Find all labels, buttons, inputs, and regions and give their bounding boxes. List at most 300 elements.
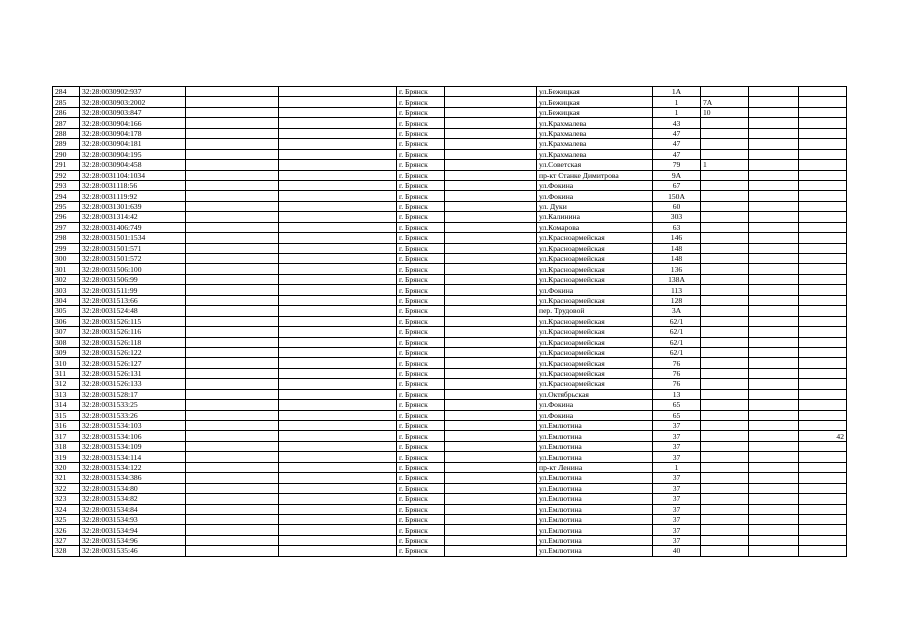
apartment-cell [799,87,847,97]
city-cell: г. Брянск [397,180,445,190]
empty-cell [186,483,279,493]
apartment-cell [799,347,847,357]
table-row [53,504,847,514]
empty-cell [279,347,397,357]
empty-cell [749,201,799,211]
apartment-cell [799,379,847,389]
table-row [53,462,847,472]
house-number-cell: 62/1 [653,347,701,357]
empty-cell [279,389,397,399]
house-number-cell: 65 [653,410,701,420]
empty-cell [445,264,537,274]
empty-cell [279,546,397,556]
city-cell: г. Брянск [397,254,445,264]
empty-cell [445,306,537,316]
table-row [53,212,847,222]
table-row [53,368,847,378]
cadastral-number-cell: 32:28:0031534:122 [80,462,186,472]
building-cell [701,170,749,180]
street-cell: ул.Красноармейская [537,316,653,326]
house-number-cell: 37 [653,431,701,441]
table-row [53,107,847,117]
building-cell [701,212,749,222]
table-row [53,316,847,326]
document-page [52,86,847,557]
row-number-cell: 322 [53,483,80,493]
table-row [53,452,847,462]
row-number-cell: 315 [53,410,80,420]
street-cell: ул.Калинина [537,212,653,222]
cadastral-number-cell: 32:28:0031534:93 [80,514,186,524]
house-number-cell: 65 [653,400,701,410]
house-number-cell: 13 [653,389,701,399]
empty-cell [445,274,537,284]
empty-cell [749,170,799,180]
street-cell: ул.Крахмалева [537,118,653,128]
empty-cell [749,358,799,368]
city-cell: г. Брянск [397,535,445,545]
cadastral-number-cell: 32:28:0031406:749 [80,222,186,232]
empty-cell [749,337,799,347]
cadastral-number-cell: 32:28:0031314:42 [80,212,186,222]
table-row [53,431,847,441]
street-cell: ул.Крахмалева [537,128,653,138]
street-cell: ул.Емлютина [537,473,653,483]
building-cell [701,306,749,316]
building-cell [701,285,749,295]
row-number-cell: 297 [53,222,80,232]
street-cell: ул.Емлютина [537,525,653,535]
cadastral-number-cell: 32:28:0030903:847 [80,107,186,117]
empty-cell [749,316,799,326]
apartment-cell [799,97,847,107]
city-cell: г. Брянск [397,494,445,504]
house-number-cell: 37 [653,514,701,524]
empty-cell [279,379,397,389]
row-number-cell: 301 [53,264,80,274]
empty-cell [186,327,279,337]
street-cell: ул.Крахмалева [537,139,653,149]
cadastral-number-cell: 32:28:0031526:115 [80,316,186,326]
empty-cell [279,201,397,211]
table-row [53,400,847,410]
empty-cell [445,452,537,462]
city-cell: г. Брянск [397,306,445,316]
house-number-cell: 37 [653,494,701,504]
empty-cell [445,358,537,368]
empty-cell [279,180,397,190]
row-number-cell: 303 [53,285,80,295]
building-cell: 1 [701,160,749,170]
cadastral-number-cell: 32:28:0030904:195 [80,149,186,159]
cadastral-number-cell: 32:28:0031534:94 [80,525,186,535]
empty-cell [749,535,799,545]
empty-cell [186,473,279,483]
table-row [53,180,847,190]
building-cell [701,452,749,462]
empty-cell [749,285,799,295]
house-number-cell: 76 [653,368,701,378]
cadastral-number-cell: 32:28:0031533:25 [80,400,186,410]
empty-cell [445,368,537,378]
empty-cell [279,400,397,410]
row-number-cell: 289 [53,139,80,149]
empty-cell [445,128,537,138]
house-number-cell: 148 [653,254,701,264]
apartment-cell [799,139,847,149]
empty-cell [749,97,799,107]
empty-cell [279,97,397,107]
empty-cell [445,462,537,472]
street-cell: ул.Красноармейская [537,379,653,389]
house-number-cell: 9А [653,170,701,180]
empty-cell [186,358,279,368]
table-row [53,546,847,556]
apartment-cell [799,264,847,274]
street-cell: пер. Трудовой [537,306,653,316]
empty-cell [749,494,799,504]
city-cell: г. Брянск [397,514,445,524]
city-cell: г. Брянск [397,546,445,556]
empty-cell [186,191,279,201]
city-cell: г. Брянск [397,87,445,97]
cadastral-number-cell: 32:28:0031534:82 [80,494,186,504]
cadastral-number-cell: 32:28:0031534:106 [80,431,186,441]
empty-cell [749,410,799,420]
empty-cell [445,170,537,180]
row-number-cell: 311 [53,368,80,378]
row-number-cell: 319 [53,452,80,462]
empty-cell [279,410,397,420]
building-cell [701,233,749,243]
row-number-cell: 295 [53,201,80,211]
row-number-cell: 287 [53,118,80,128]
empty-cell [186,431,279,441]
cadastral-number-cell: 32:28:0031526:116 [80,327,186,337]
row-number-cell: 308 [53,337,80,347]
cadastral-number-cell: 32:28:0031513:66 [80,295,186,305]
city-cell: г. Брянск [397,358,445,368]
empty-cell [279,473,397,483]
empty-cell [186,97,279,107]
row-number-cell: 285 [53,97,80,107]
building-cell [701,504,749,514]
table-row [53,233,847,243]
city-cell: г. Брянск [397,233,445,243]
apartment-cell [799,118,847,128]
table-row [53,306,847,316]
city-cell: г. Брянск [397,379,445,389]
building-cell [701,421,749,431]
building-cell [701,473,749,483]
cadastral-number-cell: 32:28:0031534:80 [80,483,186,493]
empty-cell [186,535,279,545]
house-number-cell: 1 [653,107,701,117]
house-number-cell: 47 [653,128,701,138]
empty-cell [186,368,279,378]
table-row [53,274,847,284]
house-number-cell: 3А [653,306,701,316]
house-number-cell: 47 [653,149,701,159]
apartment-cell [799,410,847,420]
empty-cell [749,160,799,170]
row-number-cell: 284 [53,87,80,97]
cadastral-number-cell: 32:28:0031506:99 [80,274,186,284]
empty-cell [279,494,397,504]
empty-cell [279,254,397,264]
row-number-cell: 312 [53,379,80,389]
apartment-cell [799,546,847,556]
building-cell [701,368,749,378]
empty-cell [445,191,537,201]
street-cell: ул.Красноармейская [537,295,653,305]
house-number-cell: 43 [653,118,701,128]
empty-cell [445,514,537,524]
city-cell: г. Брянск [397,462,445,472]
city-cell: г. Брянск [397,347,445,357]
city-cell: г. Брянск [397,452,445,462]
row-number-cell: 320 [53,462,80,472]
empty-cell [279,295,397,305]
street-cell: ул. Дуки [537,201,653,211]
street-cell: ул.Емлютина [537,514,653,524]
street-cell: ул.Крахмалева [537,149,653,159]
empty-cell [186,107,279,117]
table-row [53,295,847,305]
apartment-cell: 42 [799,431,847,441]
empty-cell [186,160,279,170]
house-number-cell: 138А [653,274,701,284]
house-number-cell: 79 [653,160,701,170]
building-cell [701,316,749,326]
empty-cell [445,337,537,347]
cadastral-number-cell: 32:28:0031501:572 [80,254,186,264]
cadastral-number-cell: 32:28:0031524:48 [80,306,186,316]
cadastral-number-cell: 32:28:0031118:56 [80,180,186,190]
street-cell: ул.Красноармейская [537,243,653,253]
city-cell: г. Брянск [397,410,445,420]
table-row [53,264,847,274]
cadastral-number-cell: 32:28:0031119:92 [80,191,186,201]
empty-cell [445,212,537,222]
apartment-cell [799,535,847,545]
row-number-cell: 286 [53,107,80,117]
cadastral-number-cell: 32:28:0031534:109 [80,441,186,451]
city-cell: г. Брянск [397,337,445,347]
cadastral-number-cell: 32:28:0031534:96 [80,535,186,545]
empty-cell [749,441,799,451]
empty-cell [749,180,799,190]
table-row [53,337,847,347]
street-cell: ул.Красноармейская [537,347,653,357]
apartment-cell [799,233,847,243]
empty-cell [749,191,799,201]
empty-cell [186,504,279,514]
apartment-cell [799,452,847,462]
street-cell: пр-кт Станке Димитрова [537,170,653,180]
building-cell [701,347,749,357]
city-cell: г. Брянск [397,431,445,441]
empty-cell [445,535,537,545]
house-number-cell: 60 [653,201,701,211]
empty-cell [279,327,397,337]
house-number-cell: 40 [653,546,701,556]
street-cell: ул.Фокина [537,400,653,410]
empty-cell [279,431,397,441]
cadastral-number-cell: 32:28:0031526:133 [80,379,186,389]
row-number-cell: 313 [53,389,80,399]
row-number-cell: 307 [53,327,80,337]
table-row [53,483,847,493]
street-cell: ул.Емлютина [537,535,653,545]
building-cell [701,525,749,535]
cadastral-number-cell: 32:28:0031534:84 [80,504,186,514]
apartment-cell [799,180,847,190]
empty-cell [186,316,279,326]
street-cell: ул.Красноармейская [537,327,653,337]
empty-cell [445,504,537,514]
empty-cell [445,525,537,535]
empty-cell [279,87,397,97]
cadastral-number-cell: 32:28:0031528:17 [80,389,186,399]
city-cell: г. Брянск [397,400,445,410]
house-number-cell: 113 [653,285,701,295]
street-cell: ул.Емлютина [537,431,653,441]
table-row [53,347,847,357]
street-cell: ул.Красноармейская [537,254,653,264]
empty-cell [749,327,799,337]
house-number-cell: 1 [653,97,701,107]
building-cell [701,514,749,524]
street-cell: ул.Емлютина [537,421,653,431]
city-cell: г. Брянск [397,149,445,159]
street-cell: ул.Красноармейская [537,264,653,274]
city-cell: г. Брянск [397,421,445,431]
empty-cell [186,149,279,159]
street-cell: ул.Октябрьская [537,389,653,399]
empty-cell [186,139,279,149]
building-cell [701,274,749,284]
empty-cell [279,149,397,159]
table-row [53,243,847,253]
empty-cell [186,87,279,97]
table-row [53,97,847,107]
empty-cell [749,504,799,514]
empty-cell [186,222,279,232]
empty-cell [186,452,279,462]
empty-cell [749,233,799,243]
empty-cell [186,410,279,420]
city-cell: г. Брянск [397,201,445,211]
house-number-cell: 1А [653,87,701,97]
city-cell: г. Брянск [397,107,445,117]
city-cell: г. Брянск [397,285,445,295]
empty-cell [749,139,799,149]
table-row [53,358,847,368]
cadastral-number-cell: 32:28:0031526:131 [80,368,186,378]
table-row [53,222,847,232]
apartment-cell [799,254,847,264]
building-cell [701,327,749,337]
row-number-cell: 304 [53,295,80,305]
building-cell [701,87,749,97]
empty-cell [445,285,537,295]
apartment-cell [799,400,847,410]
apartment-cell [799,201,847,211]
empty-cell [749,118,799,128]
house-number-cell: 76 [653,358,701,368]
empty-cell [279,316,397,326]
empty-cell [279,139,397,149]
row-number-cell: 318 [53,441,80,451]
city-cell: г. Брянск [397,525,445,535]
cadastral-number-cell: 32:28:0031534:103 [80,421,186,431]
apartment-cell [799,525,847,535]
apartment-cell [799,170,847,180]
building-cell [701,191,749,201]
building-cell [701,337,749,347]
city-cell: г. Брянск [397,295,445,305]
street-cell: ул.Емлютина [537,441,653,451]
street-cell: ул.Красноармейская [537,233,653,243]
city-cell: г. Брянск [397,327,445,337]
house-number-cell: 62/1 [653,337,701,347]
building-cell [701,358,749,368]
cadastral-number-cell: 32:28:0031526:127 [80,358,186,368]
row-number-cell: 300 [53,254,80,264]
apartment-cell [799,473,847,483]
row-number-cell: 306 [53,316,80,326]
empty-cell [186,462,279,472]
apartment-cell [799,285,847,295]
empty-cell [445,139,537,149]
empty-cell [186,170,279,180]
empty-cell [445,254,537,264]
empty-cell [279,483,397,493]
apartment-cell [799,462,847,472]
city-cell: г. Брянск [397,274,445,284]
apartment-cell [799,441,847,451]
city-cell: г. Брянск [397,316,445,326]
empty-cell [279,514,397,524]
row-number-cell: 321 [53,473,80,483]
house-number-cell: 37 [653,525,701,535]
empty-cell [445,160,537,170]
empty-cell [279,118,397,128]
row-number-cell: 327 [53,535,80,545]
cadastral-number-cell: 32:28:0030904:458 [80,160,186,170]
table-row [53,128,847,138]
apartment-cell [799,191,847,201]
apartment-cell [799,212,847,222]
empty-cell [186,212,279,222]
city-cell: г. Брянск [397,389,445,399]
street-cell: ул.Фокина [537,180,653,190]
building-cell [701,180,749,190]
empty-cell [186,180,279,190]
city-cell: г. Брянск [397,170,445,180]
building-cell [701,139,749,149]
empty-cell [749,483,799,493]
building-cell [701,462,749,472]
empty-cell [749,128,799,138]
building-cell [701,431,749,441]
cadastral-table [52,86,847,557]
empty-cell [749,107,799,117]
empty-cell [749,368,799,378]
empty-cell [279,421,397,431]
cadastral-number-cell: 32:28:0031534:114 [80,452,186,462]
